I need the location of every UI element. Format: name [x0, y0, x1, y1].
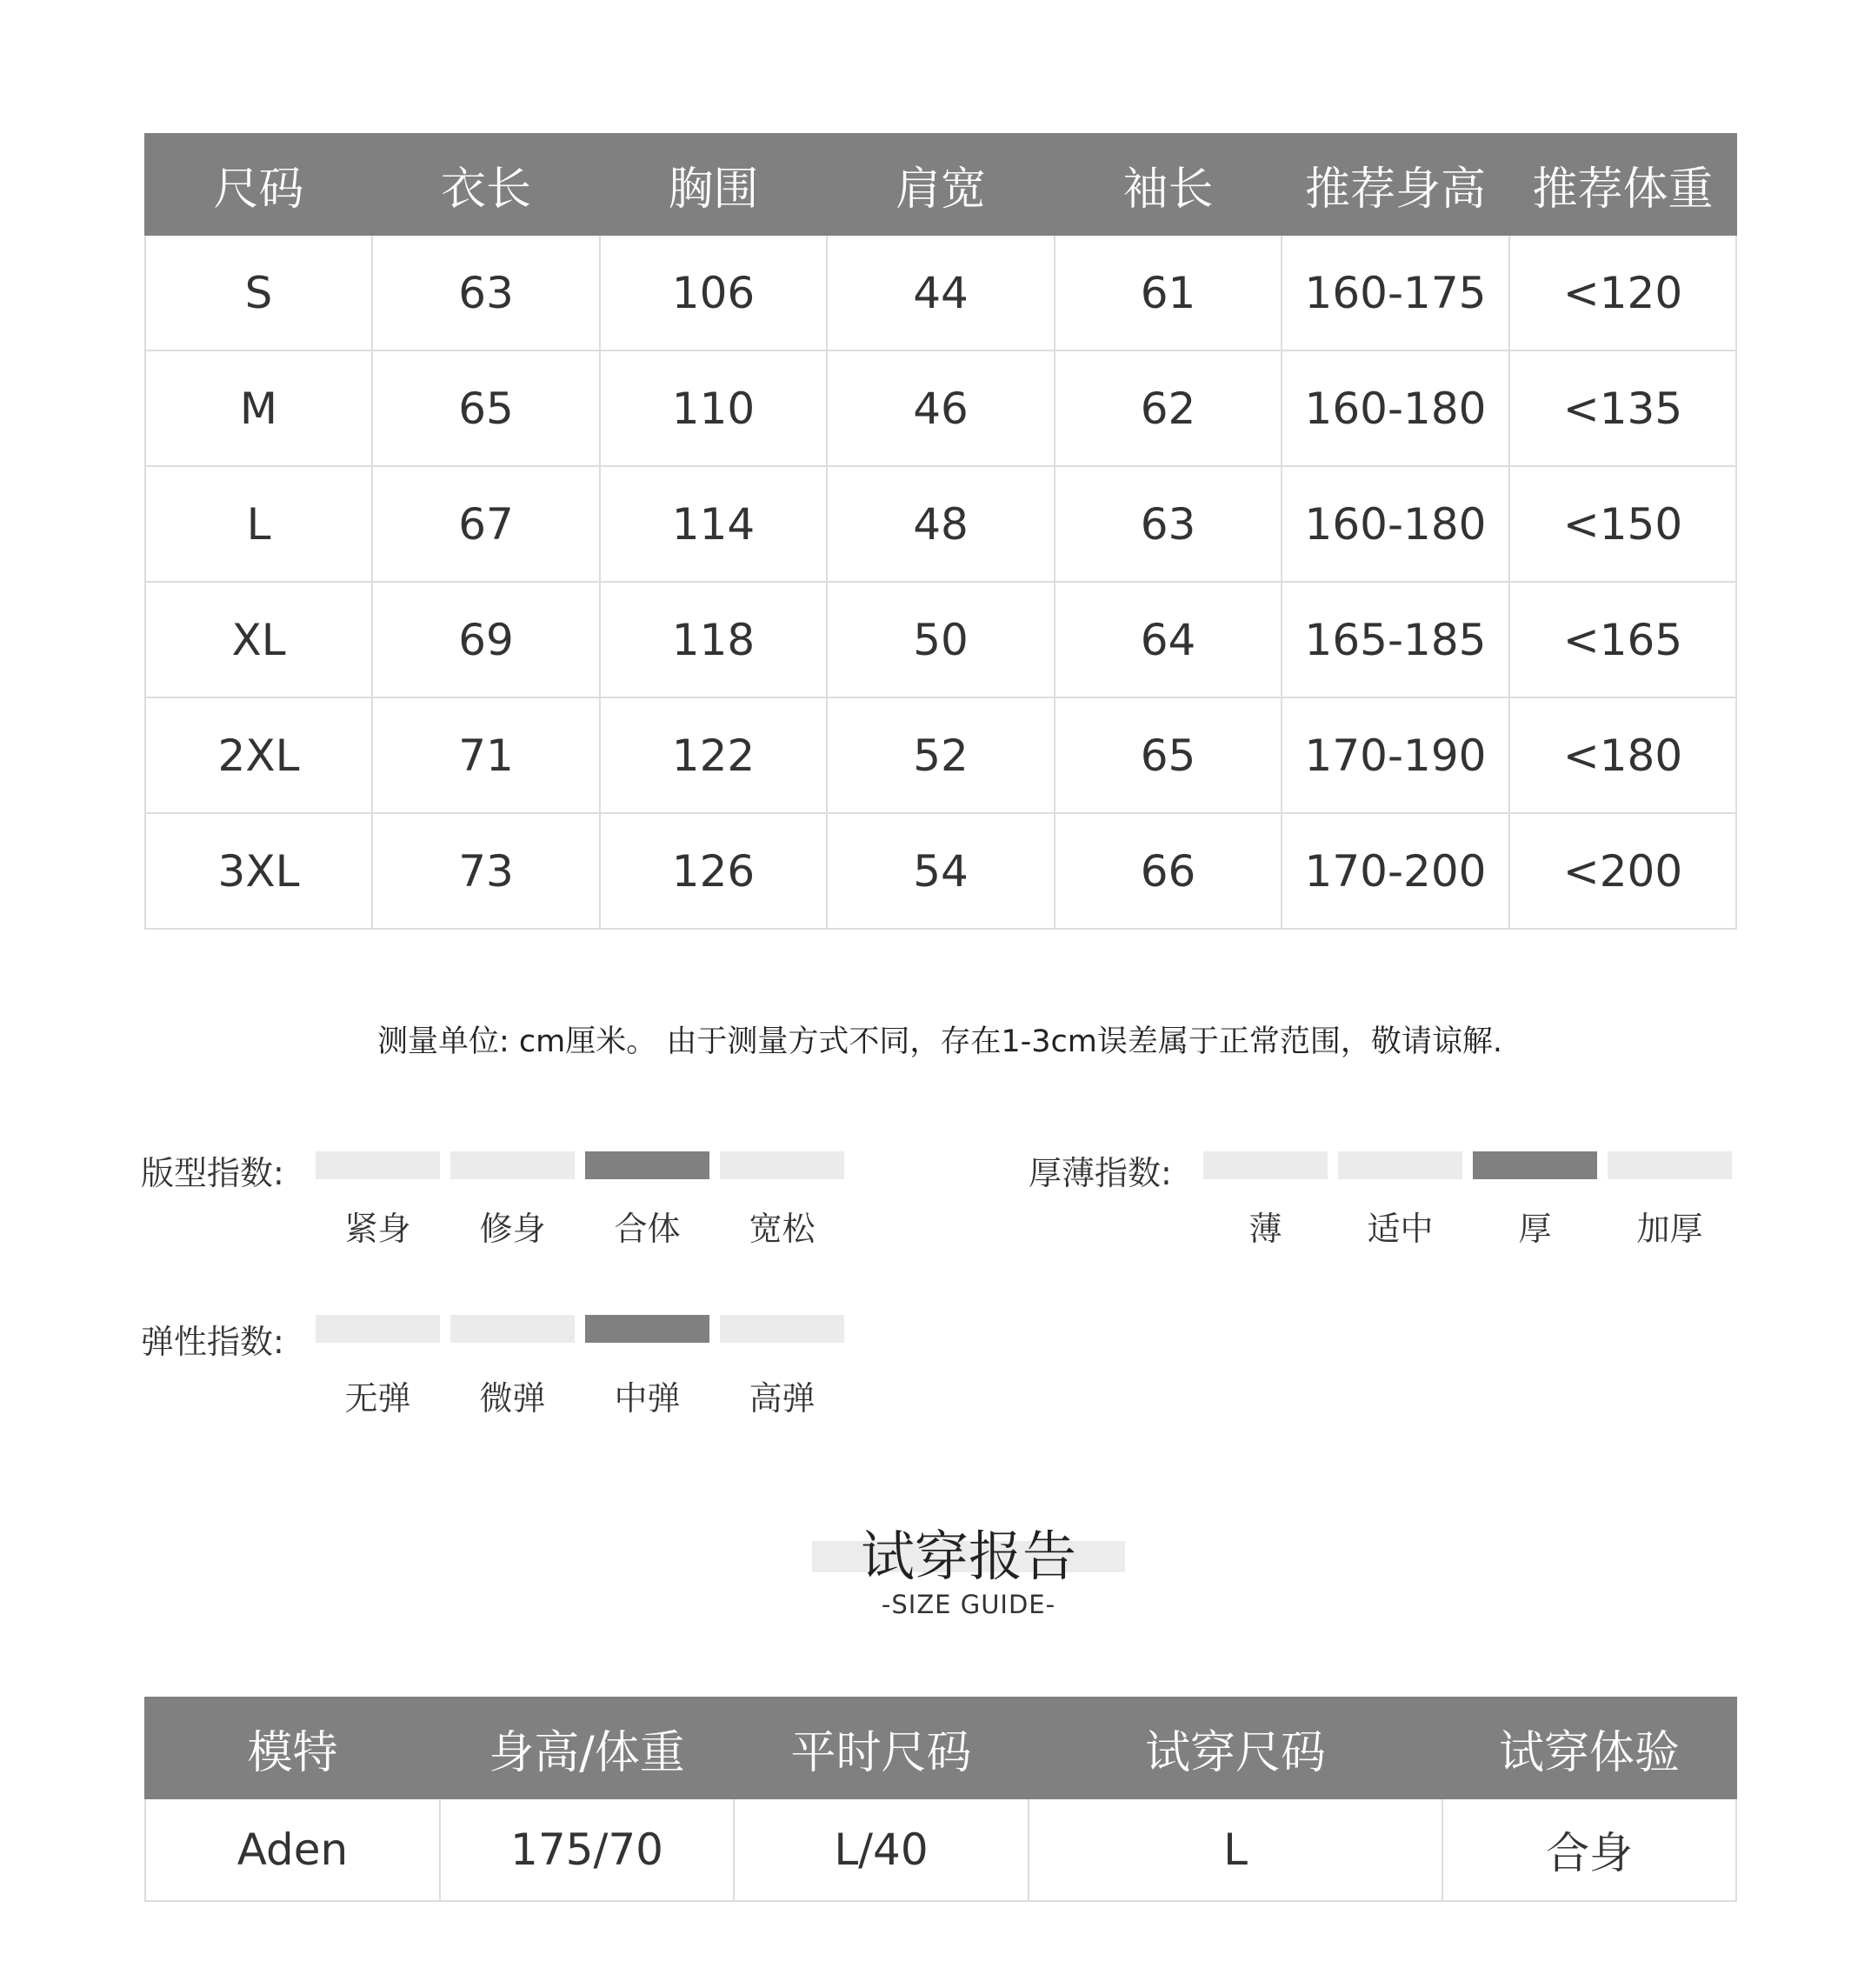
- thickness-bar-2: [1338, 1151, 1462, 1179]
- table-cell: 65: [372, 350, 600, 466]
- table-cell: 114: [600, 466, 827, 582]
- thickness-index-options: [1203, 1202, 1732, 1250]
- elasticity-index-options: [316, 1371, 844, 1419]
- table-cell: L: [145, 466, 372, 582]
- header-rec-weight: 推荐体重: [1509, 134, 1736, 235]
- table-cell: <120: [1509, 235, 1736, 350]
- table-cell: 118: [600, 582, 827, 697]
- report-title-text: 试穿报告: [860, 1524, 1076, 1588]
- table-cell: 175/70: [440, 1798, 734, 1901]
- table-cell: <150: [1509, 466, 1736, 582]
- tryon-report-table: [144, 1697, 1737, 1902]
- table-cell: M: [145, 350, 372, 466]
- table-cell: 126: [600, 813, 827, 929]
- table-cell: 65: [1055, 697, 1282, 813]
- table-cell: Aden: [145, 1798, 440, 1901]
- measurement-note: 测量单位: cm厘米。 由于测量方式不同，存在1-3cm误差属于正常范围，敬请谅解.: [376, 1024, 1502, 1059]
- table-cell: 50: [827, 582, 1055, 697]
- table-row: [145, 813, 1736, 929]
- table-cell: 122: [600, 697, 827, 813]
- table-cell: 46: [827, 350, 1055, 466]
- thickness-option: 适中: [1367, 1210, 1434, 1248]
- fit-index-label: 版型指数:: [141, 1154, 284, 1192]
- header-shoulder: 肩宽: [827, 134, 1055, 235]
- header-size: 尺码: [145, 134, 372, 235]
- size-chart-table: [144, 133, 1737, 930]
- elasticity-option: 高弹: [749, 1379, 816, 1418]
- table-cell: 165-185: [1282, 582, 1509, 697]
- table-cell: <180: [1509, 697, 1736, 813]
- table-cell: 73: [372, 813, 600, 929]
- table-cell: 54: [827, 813, 1055, 929]
- thickness-option: 加厚: [1636, 1210, 1703, 1248]
- table-cell: 62: [1055, 350, 1282, 466]
- table-cell: 3XL: [145, 813, 372, 929]
- elasticity-bar-2: [450, 1315, 575, 1343]
- table-cell: <200: [1509, 813, 1736, 929]
- thickness-bar-3: [1473, 1151, 1597, 1179]
- table-cell: <135: [1509, 350, 1736, 466]
- table-cell: 63: [372, 235, 600, 350]
- table-cell: 106: [600, 235, 827, 350]
- thickness-bar-1: [1203, 1151, 1328, 1179]
- fit-index-bars: [316, 1151, 844, 1179]
- table-cell: 64: [1055, 582, 1282, 697]
- table-cell: <165: [1509, 582, 1736, 697]
- header-tryon-size: 试穿尺码: [1029, 1698, 1442, 1798]
- report-title: [812, 1518, 1125, 1596]
- table-row: [145, 1798, 1736, 1901]
- table-cell: 44: [827, 235, 1055, 350]
- fit-option: 合体: [614, 1210, 681, 1248]
- table-row: [145, 466, 1736, 582]
- fit-bar-1: [316, 1151, 440, 1179]
- table-cell: 170-200: [1282, 813, 1509, 929]
- header-sleeve: 袖长: [1055, 134, 1282, 235]
- fit-bar-4: [720, 1151, 844, 1179]
- elasticity-option: 中弹: [614, 1379, 681, 1418]
- table-cell: 合身: [1442, 1798, 1736, 1901]
- table-cell: 160-180: [1282, 466, 1509, 582]
- thickness-option: 厚: [1518, 1210, 1552, 1248]
- fit-option: 紧身: [344, 1210, 411, 1248]
- table-cell: 63: [1055, 466, 1282, 582]
- table-cell: L/40: [734, 1798, 1029, 1901]
- report-subtitle: -SIZE GUIDE-: [881, 1590, 1056, 1619]
- header-height-weight: 身高/体重: [440, 1698, 734, 1798]
- fit-bar-3: [585, 1151, 709, 1179]
- thickness-index-label: 厚薄指数:: [1029, 1154, 1172, 1192]
- elasticity-index-bars: [316, 1315, 844, 1343]
- table-row: [145, 350, 1736, 466]
- header-usual-size: 平时尺码: [734, 1698, 1029, 1798]
- elasticity-bar-3: [585, 1315, 709, 1343]
- table-cell: 71: [372, 697, 600, 813]
- table-cell: 66: [1055, 813, 1282, 929]
- table-cell: 110: [600, 350, 827, 466]
- fit-option: 宽松: [749, 1210, 816, 1248]
- header-length: 衣长: [372, 134, 600, 235]
- thickness-index-bars: [1203, 1151, 1732, 1179]
- header-model: 模特: [145, 1698, 440, 1798]
- table-cell: S: [145, 235, 372, 350]
- table-row: [145, 697, 1736, 813]
- size-chart-header-row: [145, 134, 1736, 235]
- elasticity-option: 无弹: [344, 1379, 411, 1418]
- table-cell: 69: [372, 582, 600, 697]
- table-cell: 2XL: [145, 697, 372, 813]
- header-rec-height: 推荐身高: [1282, 134, 1509, 235]
- thickness-bar-4: [1608, 1151, 1732, 1179]
- table-cell: 160-180: [1282, 350, 1509, 466]
- table-cell: 52: [827, 697, 1055, 813]
- table-cell: 67: [372, 466, 600, 582]
- header-tryon-experience: 试穿体验: [1442, 1698, 1736, 1798]
- table-row: [145, 235, 1736, 350]
- fit-index-options: [316, 1202, 844, 1250]
- table-cell: L: [1029, 1798, 1442, 1901]
- header-chest: 胸围: [600, 134, 827, 235]
- elasticity-bar-1: [316, 1315, 440, 1343]
- table-cell: 61: [1055, 235, 1282, 350]
- table-cell: XL: [145, 582, 372, 697]
- table-cell: 160-175: [1282, 235, 1509, 350]
- table-cell: 170-190: [1282, 697, 1509, 813]
- fit-option: 修身: [479, 1210, 546, 1248]
- elasticity-option: 微弹: [479, 1379, 546, 1418]
- tryon-header-row: [145, 1698, 1736, 1798]
- thickness-option: 薄: [1248, 1210, 1282, 1248]
- elasticity-bar-4: [720, 1315, 844, 1343]
- fit-bar-2: [450, 1151, 575, 1179]
- table-cell: 48: [827, 466, 1055, 582]
- table-row: [145, 582, 1736, 697]
- elasticity-index-label: 弹性指数:: [141, 1323, 284, 1361]
